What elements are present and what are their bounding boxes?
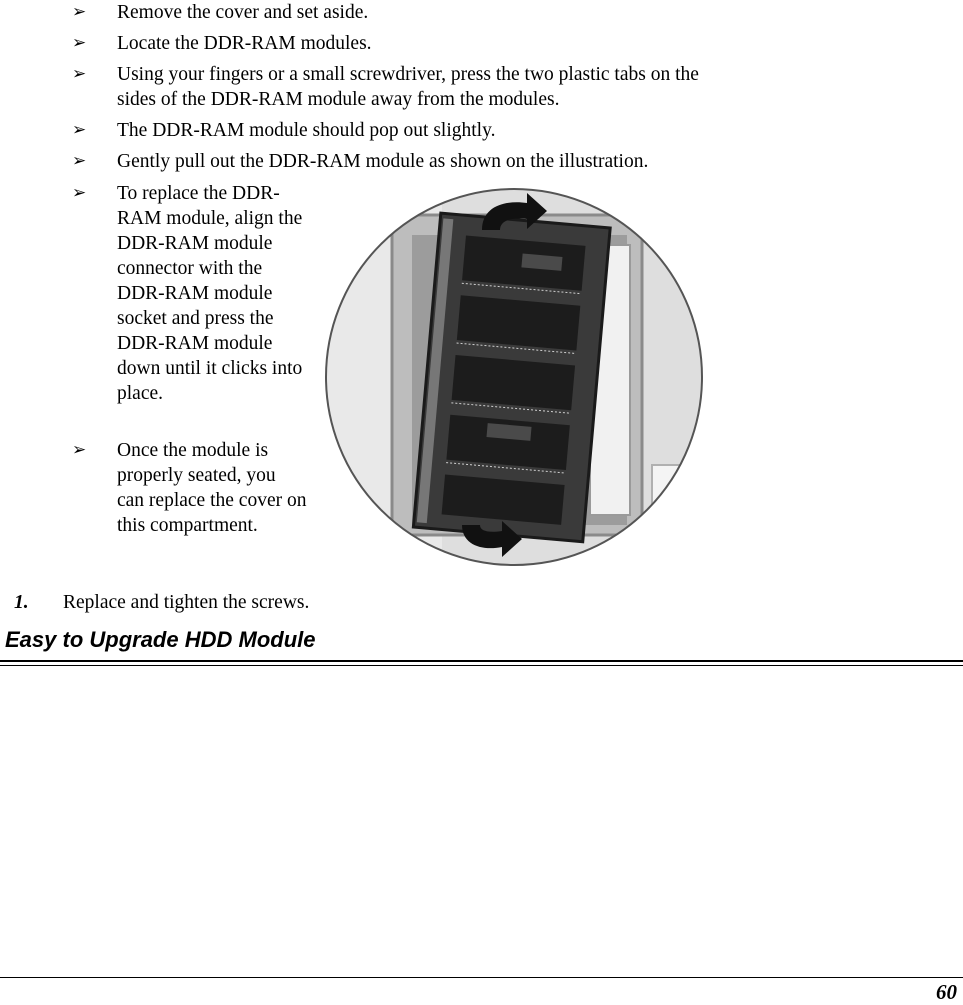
ddr-ram-illustration bbox=[322, 185, 706, 570]
bullet-text: Once the module is properly seated, you can replace the cover on this compartment. bbox=[117, 440, 307, 536]
arrow-bullet-icon: ➢ bbox=[72, 183, 87, 203]
arrow-bullet-icon: ➢ bbox=[72, 64, 87, 84]
page-number: 60 bbox=[936, 980, 957, 1004]
heading-rule bbox=[0, 660, 963, 662]
section-heading: Easy to Upgrade HDD Module bbox=[5, 627, 316, 652]
heading-rule-thin bbox=[0, 665, 963, 666]
bullet-text: To replace the DDR-RAM module, align the DDR-RAM module connector with the DDR-RAM module socket and press the DDR-RAM module down until it clicks into place. bbox=[117, 183, 303, 404]
arrow-bullet-icon: ➢ bbox=[72, 151, 87, 171]
bullet-text: Remove the cover and set aside. bbox=[117, 2, 369, 23]
arrow-bullet-icon: ➢ bbox=[72, 120, 87, 140]
step-number: 1. bbox=[14, 592, 29, 613]
step-text: Replace and tighten the screws. bbox=[63, 592, 310, 613]
bullet-text: Using your fingers or a small screwdriver, press the two plastic tabs on the sides of the DDR-RAM module away from the modules. bbox=[117, 64, 699, 110]
bullet-text: The DDR-RAM module should pop out slightly. bbox=[117, 120, 496, 141]
bullet-text: Locate the DDR-RAM modules. bbox=[117, 33, 372, 54]
arrow-bullet-icon: ➢ bbox=[72, 2, 87, 22]
arrow-bullet-icon: ➢ bbox=[72, 33, 87, 53]
arrow-bullet-icon: ➢ bbox=[72, 440, 87, 460]
footer-rule bbox=[0, 977, 963, 978]
bullet-text: Gently pull out the DDR-RAM module as shown on the illustration. bbox=[117, 151, 649, 172]
